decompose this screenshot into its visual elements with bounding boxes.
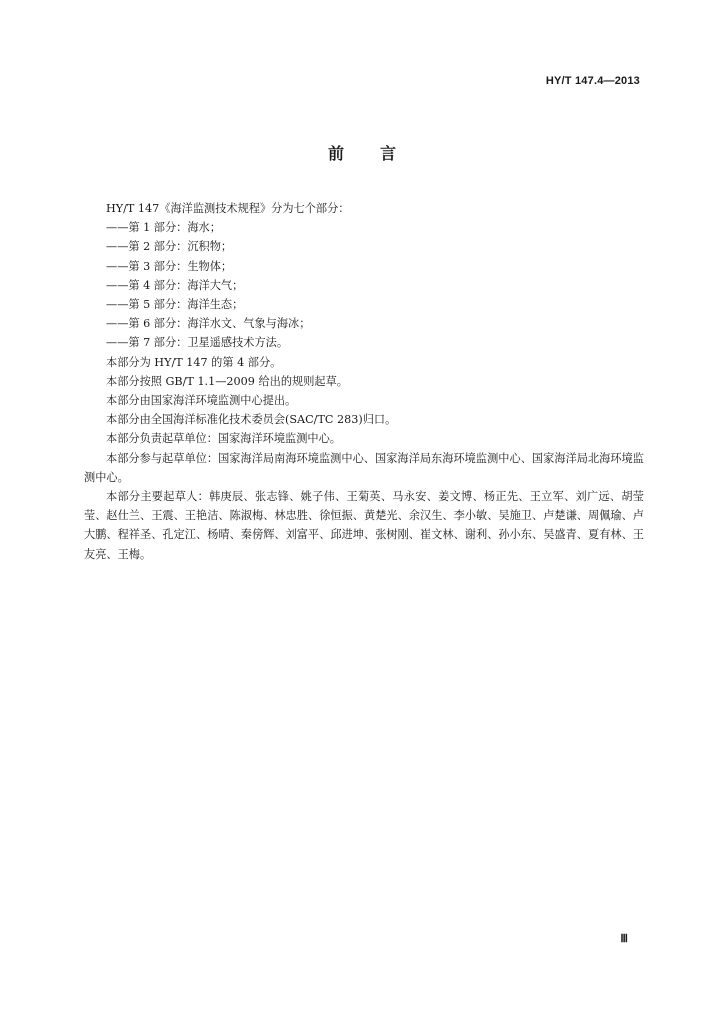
list-item-part-2: ——第 2 部分：沉积物；: [106, 240, 233, 254]
page-title: 前言: [327, 144, 432, 163]
paragraph-part-statement: 本部分为 HY/T 147 的第 4 部分。: [106, 355, 282, 369]
paragraph-responsible-unit: 本部分负责起草单位：国家海洋环境监测中心。: [106, 432, 341, 446]
paragraph-drafting-rules: 本部分按照 GB/T 1.1—2009 给出的规则起草。: [106, 374, 348, 388]
paragraph-centralized: 本部分由全国海洋标准化技术委员会(SAC/TC 283)归口。: [106, 413, 397, 427]
list-item-part-6: ——第 6 部分：海洋水文、气象与海冰；: [106, 317, 311, 331]
paragraph-drafters: 本部分主要起草人：韩庚辰、张志锋、姚子伟、王菊英、马永安、姜文博、杨正先、王立军、刘广远、胡莹莹、赵仕兰、王震、王艳洁、陈淑梅、林忠胜、徐恒振、黄楚光、余汉生、李小敏、吴施卫、卢楚谦、周佩瑜、卢大鹏、程祥圣、孔定江、杨晴、秦傍辉、刘富平、邱进坤、张树刚、崔文林、谢利、孙小东、吴盛青、夏有林、王友亮、王梅。: [84, 490, 644, 561]
list-item-part-1: ——第 1 部分：海水；: [106, 221, 221, 235]
list-item-part-7: ——第 7 部分：卫星遥感技术方法。: [106, 336, 289, 350]
page-number: Ⅲ: [620, 933, 628, 945]
paragraph-intro: HY/T 147《海洋监测技术规程》分为七个部分：: [106, 202, 350, 215]
paragraph-participating-units: 本部分参与起草单位：国家海洋局南海环境监测中心、国家海洋局东海环境监测中心、国家海洋局北海环境监测中心。: [84, 451, 644, 484]
list-item-part-5: ——第 5 部分：海洋生态；: [106, 298, 244, 312]
list-item-part-4: ——第 4 部分：海洋大气；: [106, 278, 244, 292]
standard-code: HY/T 147.4—2013: [545, 75, 640, 87]
foreword-content: [84, 199, 644, 564]
paragraph-proposer: 本部分由国家海洋环境监测中心提出。: [106, 394, 297, 408]
list-item-part-3: ——第 3 部分：生物体；: [106, 259, 233, 273]
